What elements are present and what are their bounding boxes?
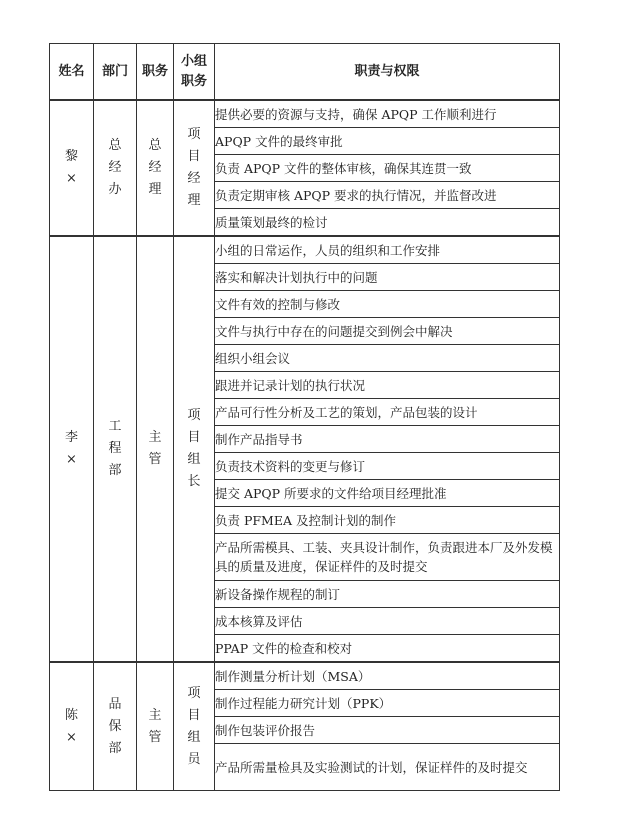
member-position-cell — [137, 100, 174, 236]
table-header — [50, 44, 560, 101]
header-name: 姓名 — [50, 44, 94, 101]
duty-item: 文件与执行中存在的问题提交到例会中解决 — [215, 318, 560, 345]
duty-item: 产品所需模具、工装、夹具设计制作，负责跟进本厂及外发模具的质量及进度，保证样件的及时提交 — [215, 534, 560, 581]
duty-item: 产品所需量检具及实验测试的计划，保证样件的及时提交 — [215, 744, 560, 791]
member-dept-cell — [94, 100, 137, 236]
member-dept-cell — [94, 662, 137, 791]
header-group-role: 小组职务 — [174, 44, 215, 101]
member-name-cell — [50, 662, 94, 791]
duty-item: 负责技术资料的变更与修订 — [215, 453, 560, 480]
duty-item: 落实和解决计划执行中的问题 — [215, 264, 560, 291]
member-group-role: 项目经理 — [187, 127, 201, 208]
table-row — [50, 236, 560, 264]
member-dept-cell — [94, 236, 137, 662]
duty-item: 负责定期审核 APQP 要求的执行情况，并监督改进 — [215, 182, 560, 209]
duty-item: 制作包装评价报告 — [215, 717, 560, 744]
header-dept: 部门 — [94, 44, 137, 101]
duty-item: 提供必要的资源与支持，确保 APQP 工作顺利进行 — [215, 100, 560, 128]
duty-item: 文件有效的控制与修改 — [215, 291, 560, 318]
duty-item: APQP 文件的最终审批 — [215, 128, 560, 155]
member-group-role-cell — [174, 236, 215, 662]
member-group — [50, 236, 560, 662]
member-name-cell — [50, 236, 94, 662]
duty-item: 新设备操作规程的制订 — [215, 581, 560, 608]
member-group — [50, 662, 560, 791]
member-name: 李× — [64, 430, 78, 467]
duty-item: 制作产品指导书 — [215, 426, 560, 453]
duty-item: 负责 PFMEA 及控制计划的制作 — [215, 507, 560, 534]
duty-item: 制作过程能力研究计划（PPK） — [215, 690, 560, 717]
member-dept: 品保部 — [108, 696, 122, 756]
member-position: 主管 — [148, 707, 162, 745]
member-group — [50, 100, 560, 236]
duty-item: PPAP 文件的检查和校对 — [215, 635, 560, 663]
member-name-cell — [50, 100, 94, 236]
duty-item: 跟进并记录计划的执行状况 — [215, 372, 560, 399]
table-row — [50, 662, 560, 690]
table-row — [50, 100, 560, 128]
member-position: 总经理 — [148, 138, 162, 197]
roles-table — [49, 43, 560, 791]
member-group-role: 项目组员 — [187, 685, 201, 767]
header-position: 职务 — [137, 44, 174, 101]
member-name: 陈× — [64, 707, 78, 745]
duty-item: 质量策划最终的检讨 — [215, 209, 560, 237]
duty-item: 产品可行性分析及工艺的策划，产品包装的设计 — [215, 399, 560, 426]
member-position: 主管 — [148, 430, 162, 467]
duty-item: 制作测量分析计划（MSA） — [215, 662, 560, 690]
member-group-role-cell — [174, 100, 215, 236]
header-duties: 职责与权限 — [215, 44, 560, 101]
member-position-cell — [137, 236, 174, 662]
member-group-role: 项目组长 — [187, 408, 201, 489]
member-name: 黎× — [64, 149, 78, 186]
duty-item: 小组的日常运作，人员的组织和工作安排 — [215, 236, 560, 264]
duty-item: 提交 APQP 所要求的文件给项目经理批准 — [215, 480, 560, 507]
duty-item: 负责 APQP 文件的整体审核，确保其连贯一致 — [215, 155, 560, 182]
member-position-cell — [137, 662, 174, 791]
member-dept: 工程部 — [108, 419, 122, 478]
duty-item: 组织小组会议 — [215, 345, 560, 372]
duty-item: 成本核算及评估 — [215, 608, 560, 635]
member-dept: 总经办 — [108, 138, 122, 197]
member-group-role-cell — [174, 662, 215, 791]
